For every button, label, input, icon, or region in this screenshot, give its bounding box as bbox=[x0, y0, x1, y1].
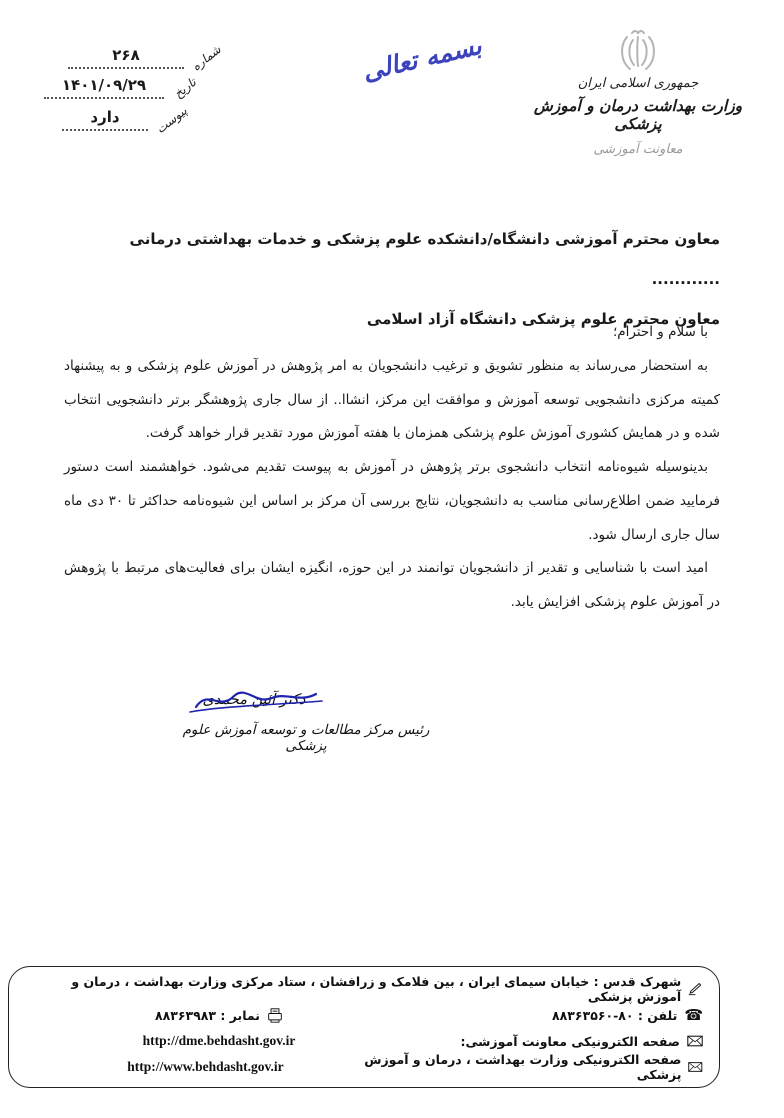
footer-edu-page-url-wrap bbox=[69, 1033, 369, 1049]
ministry-page-url[interactable]: http://www.behdasht.gov.ir bbox=[127, 1059, 284, 1074]
envelope-icon bbox=[688, 1061, 703, 1073]
date-label: تاریخ bbox=[171, 74, 199, 101]
number-label: شماره bbox=[189, 41, 224, 74]
signatory-name: دکتر آئین محمدی bbox=[202, 692, 306, 708]
footer-phone-group bbox=[552, 1005, 703, 1024]
footer-edu-page-group bbox=[460, 1034, 703, 1049]
letter-meta-block bbox=[38, 41, 248, 156]
pen-icon bbox=[688, 982, 703, 997]
edu-page-url[interactable]: http://dme.behdasht.gov.ir bbox=[142, 1033, 296, 1048]
footer-ministry-page-label: صفحه الکترونیکی وزارت بهداشت ، درمان و آموزش پزشکی bbox=[364, 1052, 682, 1082]
footer-fax-text: نمابر : ۸۸۳۶۳۹۸۳ bbox=[155, 1007, 260, 1023]
recipient-line-1: معاون محترم آموزشی دانشگاه/دانشکده علوم پزشکی و خدمات بهداشتی درمانی ............ bbox=[129, 230, 720, 288]
meta-row-number bbox=[68, 41, 224, 74]
footer-address-row bbox=[25, 976, 703, 1002]
letterhead-ministry: وزارت بهداشت درمان و آموزش پزشکی bbox=[533, 97, 743, 133]
paragraph-1: به استحضار می‌رساند به منظور تشویق و ترغیب دانشجویان به امر پژوهش در آموزش علوم پزشکی و به پیشنهاد کمیته مرکزی دانشجویی توسعه آموزش و موافقت این مرکز، انشاا.. از سال جاری پژوهشگر برتر دانشجویی انتخاب شده و در همایش کشوری آموزش علوم پزشکی همزمان با هفته آموزش مورد تقدیر قرار خواهد گرفت. bbox=[64, 357, 720, 442]
footer-ministry-page-row bbox=[25, 1054, 703, 1080]
letterhead bbox=[526, 28, 750, 157]
attachment-value: دارد bbox=[62, 108, 148, 131]
letterhead-deputy: معاونت آموزشی bbox=[593, 142, 683, 157]
phone-icon: ☎ bbox=[684, 1005, 703, 1024]
footer-edu-page-label: صفحه الکترونیکی معاونت آموزشی: bbox=[460, 1033, 680, 1049]
recipient-line-2: معاون محترم علوم پزشکی دانشگاه آزاد اسلامی bbox=[366, 309, 720, 328]
footer-ministry-page-url-wrap bbox=[69, 1059, 342, 1075]
signatory-title: رئیس مرکز مطالعات و توسعه آموزش علوم پزشکی bbox=[182, 722, 430, 754]
footer-ministry-page-group bbox=[349, 1052, 703, 1082]
footer-address-text: شهرک قدس : خیابان سیمای ایران ، بین فلامک و زرافشان ، ستاد مرکزی وزارت بهداشت ، درمان و آموزش پزشکی bbox=[71, 974, 682, 1004]
footer-phone-text: تلفن : ۸۰-۸۸۳۶۳۵۶۰ bbox=[552, 1007, 678, 1023]
letterhead-country: جمهوری اسلامی ایران bbox=[577, 76, 699, 91]
envelope-icon bbox=[687, 1035, 703, 1047]
footer-phone-fax-row bbox=[25, 1002, 703, 1028]
besmele-calligraphy: بسمه تعالی bbox=[359, 30, 485, 87]
footer-fax-group bbox=[69, 1008, 369, 1023]
number-value: ۲۶۸ bbox=[68, 46, 184, 69]
meta-row-attachment bbox=[62, 103, 190, 136]
footer-edu-page-row bbox=[25, 1028, 703, 1054]
letter-body bbox=[64, 316, 720, 620]
paragraph-3: امید است با شناسایی و تقدیر از دانشجویان توانمند در این حوزه، انگیزه ایشان برای فعالیت‌های مرتبط با پژوهش در آموزش علوم پزشکی افزایش یابد. bbox=[64, 560, 720, 610]
fax-icon bbox=[267, 1008, 283, 1023]
attachment-label: پیوست bbox=[153, 103, 190, 136]
meta-row-date bbox=[44, 76, 200, 99]
footer-contact-box bbox=[8, 966, 720, 1088]
paragraph-2: بدینوسیله شیوه‌نامه انتخاب دانشجوی برتر پژوهش در آموزش به پیوست تقدیم می‌شود. خواهشمند است دستور فرمایید ضمن اطلاع‌رسانی مناسب به دانشجویان، نتایج بررسی آن مرکز بر اساس این شیوه‌نامه حداکثر تا ۳۰ دی ماه سال جاری ارسال شود. bbox=[64, 459, 720, 543]
salutation: با سلام و احترام؛ bbox=[612, 324, 708, 340]
iran-emblem-icon bbox=[617, 28, 659, 74]
date-value: ۱۴۰۱/۰۹/۲۹ bbox=[44, 76, 164, 99]
